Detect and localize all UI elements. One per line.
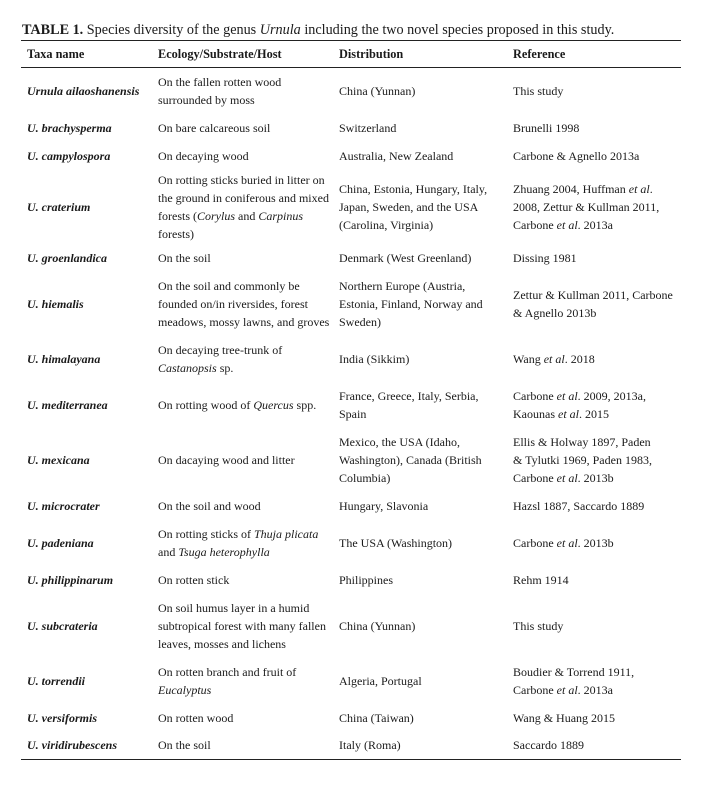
distribution-cell	[333, 68, 507, 114]
text-segment: On dacaying wood and litter	[158, 452, 295, 467]
text-segment: Saccardo 1889	[513, 738, 584, 753]
text-segment: On decaying wood	[158, 148, 249, 163]
reference-cell	[507, 336, 681, 382]
header-taxa-name: Taxa name	[21, 41, 152, 68]
italic-text: et al	[543, 351, 565, 366]
italic-text: Quercus	[253, 397, 294, 412]
taxa-name-cell: U. groenlandica	[27, 250, 108, 265]
text-segment: . 2013a	[577, 682, 613, 697]
distribution-cell	[333, 732, 507, 760]
table-row	[21, 114, 681, 142]
text-segment: . 2009, 2013a,	[577, 388, 646, 403]
text-segment: On rotting sticks buried in litter on	[158, 172, 325, 187]
text-segment: Zettur & Kullman 2011, Carbone	[513, 287, 673, 302]
table-row	[21, 170, 681, 244]
taxa-name-cell: U. craterium	[27, 199, 91, 214]
distribution-cell	[333, 336, 507, 382]
reference-cell	[507, 492, 681, 520]
text-segment: spp.	[293, 397, 317, 412]
taxa-name-cell: U. viridirubescens	[21, 732, 152, 760]
text-segment: Carbone	[513, 388, 557, 403]
caption-text-post: including the two novel species proposed in this study.	[300, 22, 615, 38]
text-segment: and	[158, 544, 179, 559]
italic-text: et al	[558, 406, 579, 421]
distribution-cell	[333, 594, 507, 658]
ecology-cell	[152, 114, 333, 142]
italic-text: et al	[556, 470, 578, 485]
table-row	[21, 520, 681, 566]
text-segment: On rotten wood	[158, 710, 234, 725]
text-segment: On rotting sticks of	[158, 526, 254, 541]
text-segment: India (Sikkim)	[339, 351, 410, 366]
text-segment: Italy (Roma)	[339, 738, 401, 753]
text-segment: Wang & Huang 2015	[513, 710, 616, 725]
text-segment: On rotten stick	[158, 572, 230, 587]
text-segment: On decaying tree-trunk of	[158, 342, 283, 357]
species-table	[21, 40, 681, 760]
text-segment: Rehm 1914	[513, 572, 569, 587]
text-segment: On the soil and commonly be	[158, 278, 300, 293]
text-segment: On bare calcareous soil	[158, 120, 271, 135]
text-segment: . 2015	[579, 406, 609, 421]
text-segment: Ellis & Holway 1897, Paden	[513, 434, 651, 449]
text-segment: The USA (Washington)	[339, 535, 453, 550]
text-segment: Japan, Sweden, and the USA	[339, 199, 479, 214]
text-segment: Columbia)	[339, 470, 391, 485]
text-segment: and	[235, 208, 259, 223]
ecology-cell	[152, 170, 333, 244]
ecology-cell	[152, 492, 333, 520]
table-row	[21, 658, 681, 704]
text-segment: Carbone	[513, 470, 557, 485]
text-segment: forests (	[158, 208, 197, 223]
reference-cell	[507, 704, 681, 732]
text-segment: . 2018	[564, 351, 595, 366]
text-segment: On the soil	[158, 250, 211, 265]
italic-text: Tsuga heterophylla	[178, 544, 270, 559]
header-reference: Reference	[507, 41, 681, 68]
table-row	[21, 732, 681, 760]
reference-cell	[507, 594, 681, 658]
distribution-cell	[333, 520, 507, 566]
reference-cell	[507, 732, 681, 760]
distribution-cell	[333, 492, 507, 520]
text-segment: (Carolina, Virginia)	[339, 217, 434, 232]
text-segment: China (Yunnan)	[339, 618, 416, 633]
taxa-name-cell: U. mexicana	[27, 452, 90, 467]
taxa-name-cell: U. microcrater	[27, 498, 100, 513]
header-ecology: Ecology/Substrate/Host	[152, 41, 333, 68]
distribution-cell	[333, 658, 507, 704]
taxa-name-cell: U. padeniana	[27, 535, 94, 550]
text-segment: .	[649, 181, 653, 196]
table-header	[21, 41, 681, 68]
distribution-cell	[333, 704, 507, 732]
reference-cell	[507, 244, 681, 272]
text-segment: Zhuang 2004, Huffman	[513, 181, 629, 196]
reference-cell	[507, 658, 681, 704]
reference-cell	[507, 170, 681, 244]
reference-cell	[507, 114, 681, 142]
table-row	[21, 594, 681, 658]
italic-text: et al	[556, 535, 578, 550]
text-segment: France, Greece, Italy, Serbia,	[339, 388, 479, 403]
text-segment: Dissing 1981	[513, 250, 577, 265]
text-segment: Kaounas	[513, 406, 558, 421]
table-row	[21, 382, 681, 428]
text-segment: Carbone	[513, 535, 557, 550]
caption-text-pre: Species diversity of the genus	[83, 22, 260, 38]
ecology-cell	[152, 272, 333, 336]
text-segment: leaves, mosses and lichens	[158, 636, 286, 651]
ecology-cell	[152, 704, 333, 732]
text-segment: the ground in coniferous and mixed	[158, 190, 329, 205]
text-segment: Hazsl 1887, Saccardo 1889	[513, 498, 645, 513]
distribution-cell	[333, 428, 507, 492]
taxa-name-cell: U. versiformis	[27, 710, 97, 725]
italic-text: et al	[556, 217, 578, 232]
text-segment: Carbone	[513, 682, 557, 697]
text-segment: Carbone	[513, 217, 557, 232]
text-segment: On rotting wood of	[158, 397, 254, 412]
taxa-name-cell: U. himalayana	[27, 351, 101, 366]
distribution-cell	[333, 382, 507, 428]
reference-cell	[507, 272, 681, 336]
text-segment: Washington), Canada (British	[339, 452, 482, 467]
text-segment: Algeria, Portugal	[339, 673, 422, 688]
text-segment: China, Estonia, Hungary, Italy,	[339, 181, 488, 196]
text-segment: Northern Europe (Austria,	[339, 278, 466, 293]
text-segment: Boudier & Torrend 1911,	[513, 664, 635, 679]
table-row	[21, 272, 681, 336]
distribution-cell	[333, 272, 507, 336]
table-row	[21, 336, 681, 382]
text-segment: . 2013b	[577, 470, 614, 485]
text-segment: This study	[513, 83, 564, 98]
text-segment: . 2013b	[577, 535, 614, 550]
table-row	[21, 566, 681, 594]
italic-text: Corylus	[197, 208, 236, 223]
taxa-name-cell: U. torrendii	[27, 673, 86, 688]
reference-cell	[507, 142, 681, 170]
text-segment: founded on/in riversides, forest	[158, 296, 308, 311]
text-segment: On rotten branch and fruit of	[158, 664, 297, 679]
ecology-cell	[152, 382, 333, 428]
ecology-cell	[152, 658, 333, 704]
text-segment: Mexico, the USA (Idaho,	[339, 434, 460, 449]
header-distribution: Distribution	[333, 41, 507, 68]
text-segment: Brunelli 1998	[513, 120, 580, 135]
italic-text: et al	[556, 682, 578, 697]
table-row	[21, 244, 681, 272]
text-segment: surrounded by moss	[158, 92, 255, 107]
distribution-cell	[333, 244, 507, 272]
text-segment: Australia, New Zealand	[339, 148, 454, 163]
distribution-cell	[333, 114, 507, 142]
reference-cell	[507, 428, 681, 492]
reference-cell	[507, 520, 681, 566]
text-segment: On the soil and wood	[158, 498, 261, 513]
reference-cell	[507, 382, 681, 428]
reference-cell	[507, 566, 681, 594]
text-segment: sp.	[216, 360, 234, 375]
table-row	[21, 492, 681, 520]
taxa-name-cell: U. philippinarum	[27, 572, 114, 587]
distribution-cell	[333, 142, 507, 170]
taxa-name-cell: U. campylospora	[27, 148, 111, 163]
text-segment: China (Yunnan)	[339, 83, 416, 98]
text-segment: Philippines	[339, 572, 394, 587]
ecology-cell	[152, 336, 333, 382]
taxa-name-cell: U. mediterranea	[27, 397, 108, 412]
text-segment: subtropical forest with many fallen	[158, 618, 326, 633]
table-row	[21, 142, 681, 170]
text-segment: Switzerland	[339, 120, 397, 135]
italic-text: Thuja plicata	[254, 526, 319, 541]
reference-cell	[507, 68, 681, 114]
text-segment: On the soil	[158, 738, 211, 753]
taxa-name-cell: Urnula ailaoshanensis	[27, 83, 140, 98]
ecology-cell	[152, 566, 333, 594]
text-segment: & Tylutki 1969, Paden 1983,	[513, 452, 652, 467]
text-segment: Sweden)	[339, 314, 381, 329]
ecology-cell	[152, 428, 333, 492]
table-caption	[22, 22, 614, 39]
ecology-cell	[152, 520, 333, 566]
table-row	[21, 428, 681, 492]
text-segment: forests)	[158, 226, 194, 241]
text-segment: China (Taiwan)	[339, 710, 414, 725]
text-segment: On soil humus layer in a humid	[158, 600, 310, 615]
italic-text: et al	[556, 388, 578, 403]
italic-text: Castanopsis	[158, 360, 217, 375]
italic-text: Carpinus	[258, 208, 304, 223]
text-segment: Wang	[513, 351, 544, 366]
text-segment: Spain	[339, 406, 367, 421]
distribution-cell	[333, 170, 507, 244]
ecology-cell	[152, 68, 333, 114]
distribution-cell	[333, 566, 507, 594]
table-body	[21, 68, 681, 760]
text-segment: 2008, Zettur & Kullman 2011,	[513, 199, 660, 214]
italic-text: et al	[628, 181, 650, 196]
taxa-name-cell: U. subcrateria	[27, 618, 98, 633]
text-segment: Hungary, Slavonia	[339, 498, 429, 513]
ecology-cell	[152, 142, 333, 170]
text-segment: meadows, mossy lawns, and groves	[158, 314, 330, 329]
table-row	[21, 68, 681, 114]
text-segment: Carbone & Agnello 2013a	[513, 148, 640, 163]
taxa-name-cell: U. hiemalis	[27, 296, 84, 311]
text-segment: & Agnello 2013b	[513, 305, 597, 320]
table-label: TABLE 1.	[22, 22, 84, 38]
text-segment: . 2013a	[577, 217, 613, 232]
ecology-cell	[152, 244, 333, 272]
ecology-cell	[152, 594, 333, 658]
caption-genus: Urnula	[259, 22, 301, 38]
italic-text: Eucalyptus	[158, 682, 212, 697]
text-segment: On the fallen rotten wood	[158, 74, 282, 89]
taxa-name-cell: U. brachysperma	[27, 120, 112, 135]
text-segment: Estonia, Finland, Norway and	[339, 296, 483, 311]
table-row	[21, 704, 681, 732]
text-segment: This study	[513, 618, 564, 633]
text-segment: Denmark (West Greenland)	[339, 250, 472, 265]
ecology-cell	[152, 732, 333, 760]
